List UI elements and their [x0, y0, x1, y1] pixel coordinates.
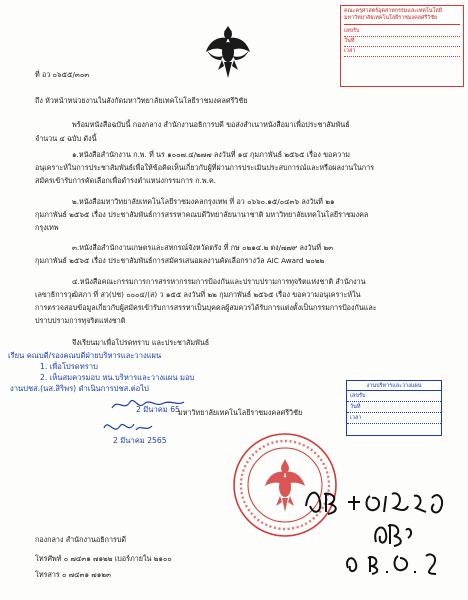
item-2-line: กุมภาพันธ์ ๒๕๖๕ เรื่อง ประชาสัมพันธ์การสรรหาคณบดีวิทยาลัยนานาชาติ มหาวิทยาลัยเทคโนโลยีราชมงคล: [35, 210, 369, 219]
receipt-stamp-row: [347, 413, 441, 424]
handwritten-annotation-icon: [300, 476, 450, 524]
fax-line: โทรสาร ๐ ๗๔๓๑ ๗๑๒๓: [35, 570, 111, 579]
item-3-line: ๓.หนังสือสำนักงานเกษตรและสหกรณ์จังหวัดตรัง ที่ กษ ๐๒๑๔.๒ ตง/๗๗๙ ลงวันที่ ๒๓: [72, 243, 333, 252]
note-line: งานปชส.(นส.สิริพร) ดำเนินการปชส.ต่อไป: [10, 384, 149, 393]
item-4-line: เลขาธิการวุฒิสภา ที่ สว(ปช) ๐๐๐๔/(ส) ว ๑๕๕ ลงวันที่ ๒๒ กุมภาพันธ์ ๒๕๖๕ เรื่อง ขอความอนุเคราะห์ใน: [35, 290, 361, 299]
handwritten-date-icon: [340, 546, 444, 578]
reg-stamp-label: เลขรับ: [344, 27, 360, 34]
handwritten-initials-icon: [368, 518, 416, 548]
receipt-stamp-label: วันที่: [350, 404, 361, 410]
reg-stamp-label: วันที่: [344, 37, 355, 44]
closing-line: จึงเรียนมาเพื่อโปรดทราบ และประชาสัมพันธ์: [72, 338, 210, 347]
item-3-line: กุมภาพันธ์ ๒๕๖๕ เรื่อง ประชาสัมพันธ์การสมัครเสนอผลงานคัดเลือกรางวัล AIC Award ๒๐๒๒: [35, 256, 325, 265]
note-line: 1. เพื่อโปรดทราบ: [40, 362, 98, 371]
item-4-line: ปราบปรามการทุจริตแห่งชาติ: [35, 316, 126, 325]
note-line: เรียน คณบดี/รองคณบดีฝ่ายบริหารและวางแผน: [8, 351, 162, 360]
note-date: 2 มีนาคม 2565: [113, 436, 167, 445]
receipt-stamp-label: เลขรับ: [350, 393, 366, 399]
signature-scribble-icon: [100, 416, 158, 438]
reference-number: ที่ อว ๐๖๕๕/๓๐๓: [35, 70, 90, 79]
receipt-stamp-row: [347, 391, 441, 402]
intro-line: พร้อมหนังสือฉบับนี้ กองกลาง สำนักงานอธิการบดี ขอส่งสำเนาหนังสือมาเพื่อประชาสัมพันธ์: [72, 120, 350, 129]
item-2-line: กรุงเทพ: [35, 223, 59, 232]
phone-line: โทรศัพท์ ๐ ๗๔๓๑ ๗๑๒๒ เบอร์ภายใน ๒๑๐๐: [35, 554, 172, 563]
item-4-line: ๔.หนังสือคณะกรรมการการสรรหากรรมการป้องกันและปราบปรามการทุจริตแห่งชาติ สำนักงาน: [72, 277, 366, 286]
reg-stamp-row: [344, 37, 460, 47]
signer-title: มหาวิทยาลัยเทคโนโลยีราชมงคลศรีวิชัย: [178, 408, 303, 417]
item-4-line: การตรวจสอบข้อมูลเกี่ยวกับผู้สมัครเข้ารับการสรรหาเป็นบุคคลผู้สมควรได้รับการแต่งตั้งเป็นกรรมการป้องกันและ: [35, 303, 377, 312]
to-line: ถึง หัวหน้าหน่วยงานในสังกัดมหาวิทยาลัยเทคโนโลยีราชมงคลศรีวิชัย: [35, 96, 248, 105]
receipt-stamp-title: งานบริหารและวางแผน: [347, 381, 441, 391]
note-date: 2 มีนาคม 65: [136, 405, 180, 414]
item-2-line: ๒.หนังสือมหาวิทยาลัยเทคโนโลยีราชมงคลกรุงเทพ ที่ อว ๐๖๖๐.๑๕/๐๔๓๖ ลงวันที่ ๒๑: [72, 197, 335, 206]
receipt-stamp-label: เวลา: [350, 415, 362, 421]
receipt-stamp-row: [347, 402, 441, 413]
registration-stamp: [340, 5, 464, 87]
garuda-emblem-icon: [205, 26, 251, 78]
note-line: 2. เห็นสมควรมอบ หน.บริหารและวางแผน มอบ: [40, 373, 195, 382]
item-1-line: สมัครเข้ารับการคัดเลือกเพื่อดำรงตำแหน่งกรรมการ ก.พ.ค.: [35, 176, 217, 185]
reg-stamp-row: [344, 47, 460, 57]
receipt-stamp: [346, 380, 442, 436]
reg-stamp-label: เวลา: [344, 47, 356, 54]
reg-stamp-header-2: มหาวิทยาลัยเทคโนโลยีราชมงคลศรีวิชัย: [344, 14, 438, 21]
office-line: กองกลาง สำนักงานอธิการบดี: [35, 535, 127, 544]
item-1-line: ๑.หนังสือสำนักงาน ก.พ. ที่ นร ๑๐๐๗.๔/๒๗๗ ลงวันที่ ๑๔ กุมภาพันธ์ ๒๕๖๕ เรื่อง ขอความ: [72, 150, 350, 159]
reg-stamp-header-1: คณะครุศาสตร์อุตสาหกรรมและเทคโนโลยี: [344, 8, 442, 14]
item-1-line: อนุเคราะห์ในการประชาสัมพันธ์เพื่อให้ข้อคิดเห็นเกี่ยวกับผู้ที่ผ่านการประเมินประสบการณ์และหรือผลงานในการ: [35, 163, 375, 172]
reg-stamp-row: [344, 27, 460, 37]
intro-line: จำนวน ๔ ฉบับ ดังนี้: [35, 134, 97, 143]
